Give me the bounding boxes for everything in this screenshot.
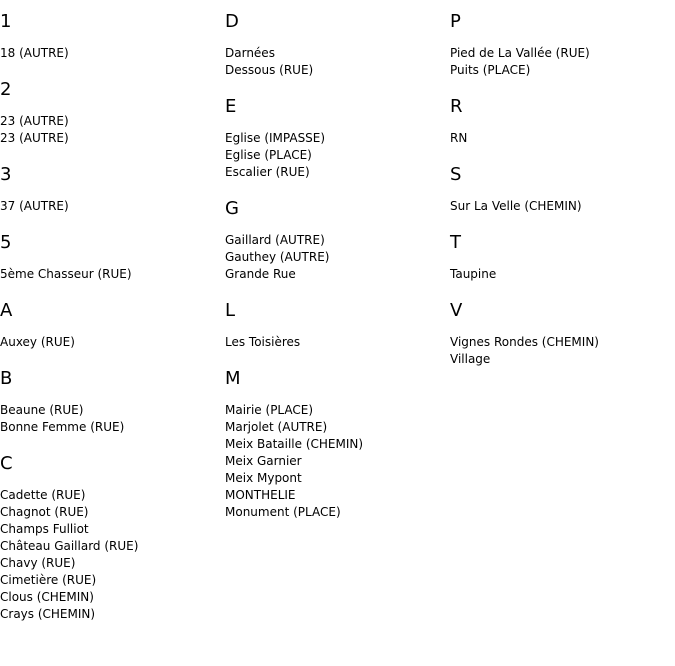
street-list: [450, 198, 670, 215]
street-link[interactable]: Escalier (RUE): [225, 165, 310, 179]
street-link[interactable]: Dessous (RUE): [225, 63, 314, 77]
street-link[interactable]: Gauthey (AUTRE): [225, 250, 330, 264]
street-link[interactable]: Vignes Rondes (CHEMIN): [450, 335, 599, 349]
letter-group: [450, 10, 670, 79]
street-list: [225, 402, 445, 521]
street-link[interactable]: 37 (AUTRE): [0, 199, 69, 213]
street-link[interactable]: Crays (CHEMIN): [0, 607, 96, 621]
street-link[interactable]: Les Toisières: [225, 335, 301, 349]
street-list: [0, 487, 220, 623]
letter-heading: E: [225, 96, 237, 117]
letter-group: [0, 163, 220, 215]
street-column-3: [450, 10, 670, 384]
letter-group: [225, 299, 445, 351]
letter-group: [225, 367, 445, 521]
street-link[interactable]: Sur La Velle (CHEMIN): [450, 199, 582, 213]
street-link[interactable]: Marjolet (AUTRE): [225, 420, 328, 434]
letter-group: [0, 299, 220, 351]
street-link[interactable]: Cadette (RUE): [0, 488, 86, 502]
street-list: [450, 334, 670, 368]
letter-group: [0, 78, 220, 147]
street-link[interactable]: Beaune (RUE): [0, 403, 84, 417]
street-link[interactable]: Bonne Femme (RUE): [0, 420, 125, 434]
street-list: [225, 334, 445, 351]
letter-heading: S: [450, 164, 462, 185]
street-link[interactable]: 18 (AUTRE): [0, 46, 69, 60]
street-column-1: [0, 10, 220, 639]
street-list: [0, 113, 220, 147]
letter-heading: T: [450, 232, 461, 253]
street-link[interactable]: 23 (AUTRE): [0, 114, 69, 128]
letter-group: [225, 197, 445, 283]
street-link[interactable]: Darnées: [225, 46, 275, 60]
letter-group: [0, 452, 220, 623]
street-link[interactable]: Clous (CHEMIN): [0, 590, 94, 604]
letter-heading: R: [450, 96, 463, 117]
street-list: [0, 198, 220, 215]
street-list: [0, 402, 220, 436]
letter-group: [450, 95, 670, 147]
letter-heading: L: [225, 300, 236, 321]
letter-group: [225, 95, 445, 181]
street-link[interactable]: Chagnot (RUE): [0, 505, 89, 519]
letter-heading: 2: [0, 79, 12, 100]
street-link[interactable]: Monument (PLACE): [225, 505, 341, 519]
street-list: [450, 266, 670, 283]
street-link[interactable]: Eglise (PLACE): [225, 148, 312, 162]
street-list: [450, 130, 670, 147]
letter-heading: P: [450, 11, 461, 32]
street-list: [0, 334, 220, 351]
street-link[interactable]: Cimetière (RUE): [0, 573, 97, 587]
street-column-2: [225, 10, 445, 537]
letter-heading: D: [225, 11, 239, 32]
letter-heading: A: [0, 300, 13, 321]
letter-heading: 3: [0, 164, 12, 185]
street-link[interactable]: Auxey (RUE): [0, 335, 75, 349]
street-link[interactable]: Grande Rue: [225, 267, 296, 281]
street-list: [225, 130, 445, 181]
street-link[interactable]: Château Gaillard (RUE): [0, 539, 139, 553]
letter-group: [0, 367, 220, 436]
street-link[interactable]: Puits (PLACE): [450, 63, 531, 77]
street-link[interactable]: Champs Fulliot: [0, 522, 89, 536]
street-link[interactable]: Chavy (RUE): [0, 556, 76, 570]
street-list: [225, 232, 445, 283]
street-link[interactable]: Meix Bataille (CHEMIN): [225, 437, 364, 451]
letter-heading: 1: [0, 11, 12, 32]
street-list: [225, 45, 445, 79]
letter-group: [450, 231, 670, 283]
street-link[interactable]: Village: [450, 352, 491, 366]
street-link[interactable]: Meix Mypont: [225, 471, 302, 485]
street-link[interactable]: Mairie (PLACE): [225, 403, 314, 417]
letter-heading: V: [450, 300, 463, 321]
letter-group: [0, 10, 220, 62]
street-link[interactable]: 5ème Chasseur (RUE): [0, 267, 132, 281]
street-link[interactable]: Eglise (IMPASSE): [225, 131, 326, 145]
street-list: [0, 266, 220, 283]
street-link[interactable]: RN: [450, 131, 468, 145]
letter-group: [450, 299, 670, 368]
street-link[interactable]: Taupine: [450, 267, 497, 281]
street-list: [0, 45, 220, 62]
letter-heading: C: [0, 453, 13, 474]
street-link[interactable]: Meix Garnier: [225, 454, 302, 468]
letter-heading: M: [225, 368, 241, 389]
letter-heading: 5: [0, 232, 12, 253]
street-link[interactable]: MONTHELIE: [225, 488, 296, 502]
letter-group: [0, 231, 220, 283]
street-link[interactable]: Gaillard (AUTRE): [225, 233, 325, 247]
letter-group: [450, 163, 670, 215]
street-list: [450, 45, 670, 79]
letter-group: [225, 10, 445, 79]
letter-heading: G: [225, 198, 239, 219]
letter-heading: B: [0, 368, 13, 389]
street-link[interactable]: 23 (AUTRE): [0, 131, 69, 145]
street-link[interactable]: Pied de La Vallée (RUE): [450, 46, 590, 60]
